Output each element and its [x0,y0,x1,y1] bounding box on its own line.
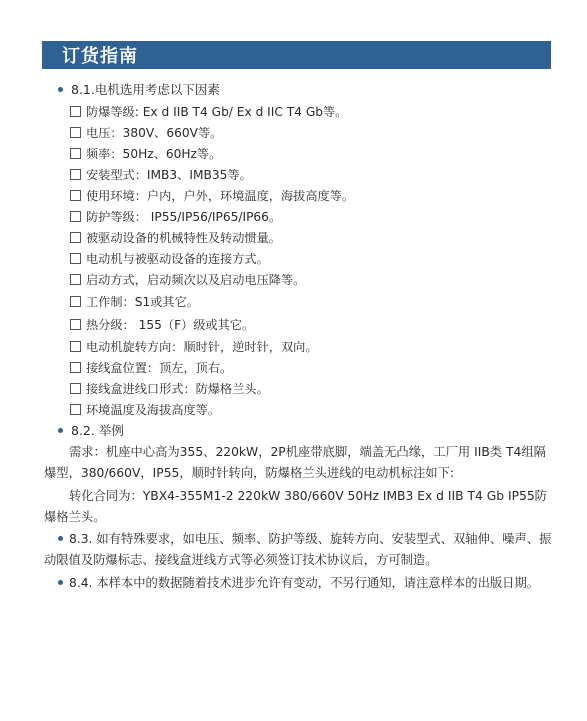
checklist-item [70,339,318,355]
section-8-4-text: 8.4. 本样本中的数据随着技术进步允许有变动，不另行通知，请注意样本的出版日期。 [69,576,540,590]
checklist-item-text: 频率：50Hz、60Hz等。 [86,147,222,161]
bullet-icon [58,536,63,541]
checklist-item-text: 环境温度及海拔高度等。 [86,403,221,417]
checkbox-icon [70,296,81,307]
checklist-item [70,146,221,162]
checkbox-icon [70,169,81,180]
section-8-3-paragraph [44,529,554,571]
checklist-item-text: 电动机与被驱动设备的连接方式。 [86,252,269,266]
checklist-item [70,230,281,246]
checkbox-icon [70,148,81,159]
bullet-icon [58,580,63,585]
checkbox-icon [70,319,81,330]
checkbox-icon [70,106,81,117]
checklist-item [70,188,354,204]
checklist-item-text: 接线盒进线口形式：防爆格兰头。 [86,382,269,396]
checklist-item-text: 接线盒位置：顶左，顶右。 [86,361,233,375]
checklist-item-text: 热分级： 155（F）级或其它。 [86,318,255,332]
checkbox-icon [70,211,81,222]
checklist-item [70,125,222,141]
checklist-item-text: 被驱动设备的机械特性及转动惯量。 [86,231,281,245]
checkbox-icon [70,274,81,285]
checklist-item-text: 使用环境：户内，户外，环境温度，海拔高度等。 [86,189,355,203]
page-title: 订货指南 [62,46,138,67]
checkbox-icon [70,127,81,138]
checkbox-icon [70,362,81,373]
checklist-item-text: 启动方式，启动频次以及启动电压降等。 [86,273,306,287]
checkbox-icon [70,341,81,352]
checklist-item-text: 电压：380V、660V等。 [86,126,223,140]
checkbox-icon [70,404,81,415]
checklist-item [70,381,269,397]
example-contract-paragraph: 转化合同为：YBX4-355M1-2 220kW 380/660V 50Hz IMB3 Ex d IIB T4 Gb IP55防爆格兰头。 [44,489,547,524]
checklist-item [70,317,254,333]
bullet-icon [58,428,63,433]
section-header-bar [42,41,551,69]
checklist-item-text: 工作制：S1或其它。 [86,295,199,309]
section-8-1-heading [58,82,220,98]
checkbox-icon [70,383,81,394]
checklist-item [70,251,269,267]
checklist-item-text: 防爆等级: Ex d IIB T4 Gb/ Ex d IIC T4 Gb等。 [86,105,348,119]
checklist-item [70,167,252,183]
section-8-4-paragraph [44,573,554,594]
checklist-item-text: 电动机旋转方向：顺时针，逆时针，双向。 [86,340,318,354]
checklist-item [70,272,305,288]
section-8-1-heading-text: 8.1.电机选用考虑以下因素 [71,82,220,97]
section-8-3-text: 8.3. 如有特殊要求，如电压、频率、防护等级、旋转方向、安装型式、双轴伸、噪声、振动限值及防爆标志、接线盒进线方式等必须签订技术协议后，方可制造。 [44,532,552,567]
checklist-item [70,360,232,376]
checklist-item-text: 安装型式：IMB3、IMB35等。 [86,168,252,182]
checklist-item [70,294,199,310]
checkbox-icon [70,253,81,264]
section-8-2-heading [58,423,124,439]
section-8-2-heading-text: 8.2. 举例 [71,423,124,438]
checklist-item [70,402,220,418]
checkbox-icon [70,190,81,201]
checkbox-icon [70,232,81,243]
bullet-icon [58,87,63,92]
checklist-item [70,209,281,225]
checklist-item [70,104,347,120]
example-requirement-paragraph: 需求：机座中心高为355、220kW，2P机座带底脚，端盖无凸缘，工厂用 IIB类 T4组隔爆型，380/660V，IP55，顺时针转向，防爆格兰头进线的电动机标注如下: [44,445,546,480]
checklist-item-text: 防护等级： IP55/IP56/IP65/IP66。 [86,210,282,224]
